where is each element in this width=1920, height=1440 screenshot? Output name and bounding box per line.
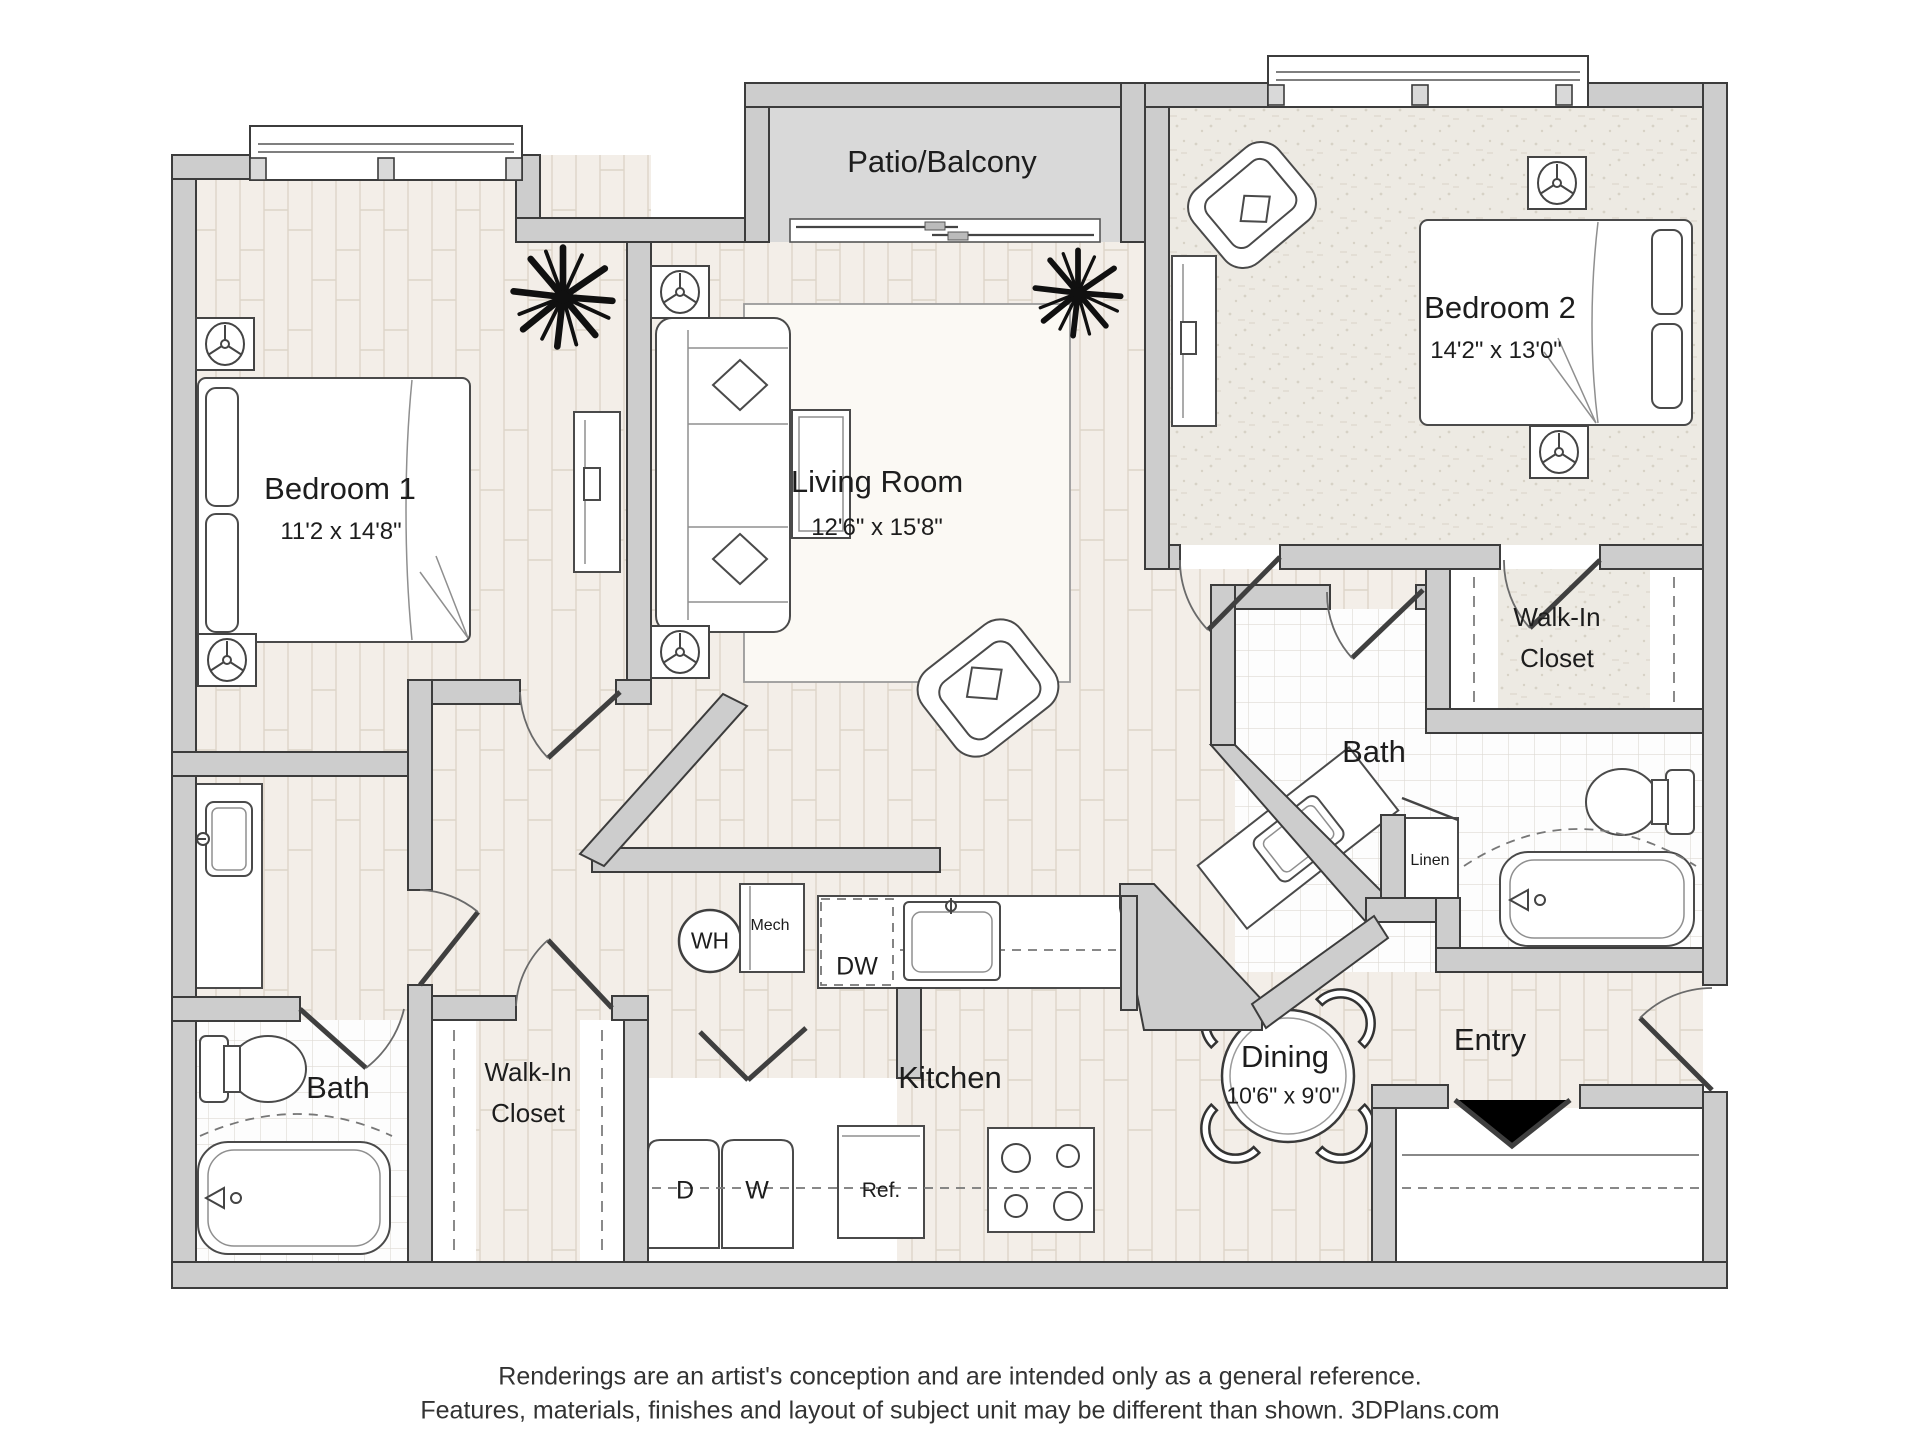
dishwasher-label: DW xyxy=(836,952,878,981)
bath2-tub xyxy=(1500,852,1694,946)
dresser-bedroom2 xyxy=(1172,256,1216,426)
disclaimer-line1: Renderings are an artist's conception and are intended only as a general reference. xyxy=(498,1362,1422,1391)
sliding-glass-door xyxy=(790,219,1100,242)
living-room-dims: 12'6" x 15'8" xyxy=(811,514,943,541)
fridge-label: Ref. xyxy=(861,1179,901,1202)
entry-closet-floor xyxy=(1396,1108,1703,1262)
bedroom1-dims: 11'2 x 14'8" xyxy=(280,518,402,545)
dresser-bedroom1 xyxy=(574,412,620,572)
bedroom2-label: Bedroom 2 xyxy=(1424,290,1576,325)
dining-label: Dining xyxy=(1241,1039,1329,1074)
bedroom2-window xyxy=(1268,56,1588,107)
bath2-toilet xyxy=(1586,769,1694,835)
bedroom1-label: Bedroom 1 xyxy=(264,471,416,506)
dining-dims: 10'6" x 9'0" xyxy=(1226,1082,1340,1109)
washer-label: W xyxy=(745,1176,769,1205)
wic-left-label: Walk-In Closet xyxy=(484,1057,572,1128)
bedroom1-window xyxy=(250,126,522,180)
entry-label: Entry xyxy=(1453,1022,1527,1057)
dryer-label: D xyxy=(675,1176,695,1205)
living-room-label: Living Room xyxy=(790,464,964,499)
disclaimer-line2: Features, materials, finishes and layout of subject unit may be different than shown. 3DPlans.com xyxy=(420,1396,1500,1425)
mech-label: Mech xyxy=(750,917,790,934)
bedroom2-dims: 14'2" x 13'0" xyxy=(1430,337,1562,364)
wic-right-label: Walk-In Closet xyxy=(1513,602,1601,673)
stove xyxy=(988,1128,1094,1232)
bath2-label: Bath xyxy=(1342,734,1406,769)
bath1-tub xyxy=(198,1142,390,1254)
patio-label: Patio/Balcony xyxy=(847,144,1037,179)
bath1-toilet xyxy=(200,1036,306,1102)
bed-1 xyxy=(198,378,470,642)
kitchen-sink xyxy=(904,898,1000,980)
kitchen-label: Kitchen xyxy=(898,1060,1002,1095)
bath1-vanity xyxy=(196,784,262,988)
bath1-label: Bath xyxy=(306,1070,370,1105)
linen-label: Linen xyxy=(1410,852,1450,869)
sofa xyxy=(656,318,790,632)
water-heater-label: WH xyxy=(690,927,730,954)
